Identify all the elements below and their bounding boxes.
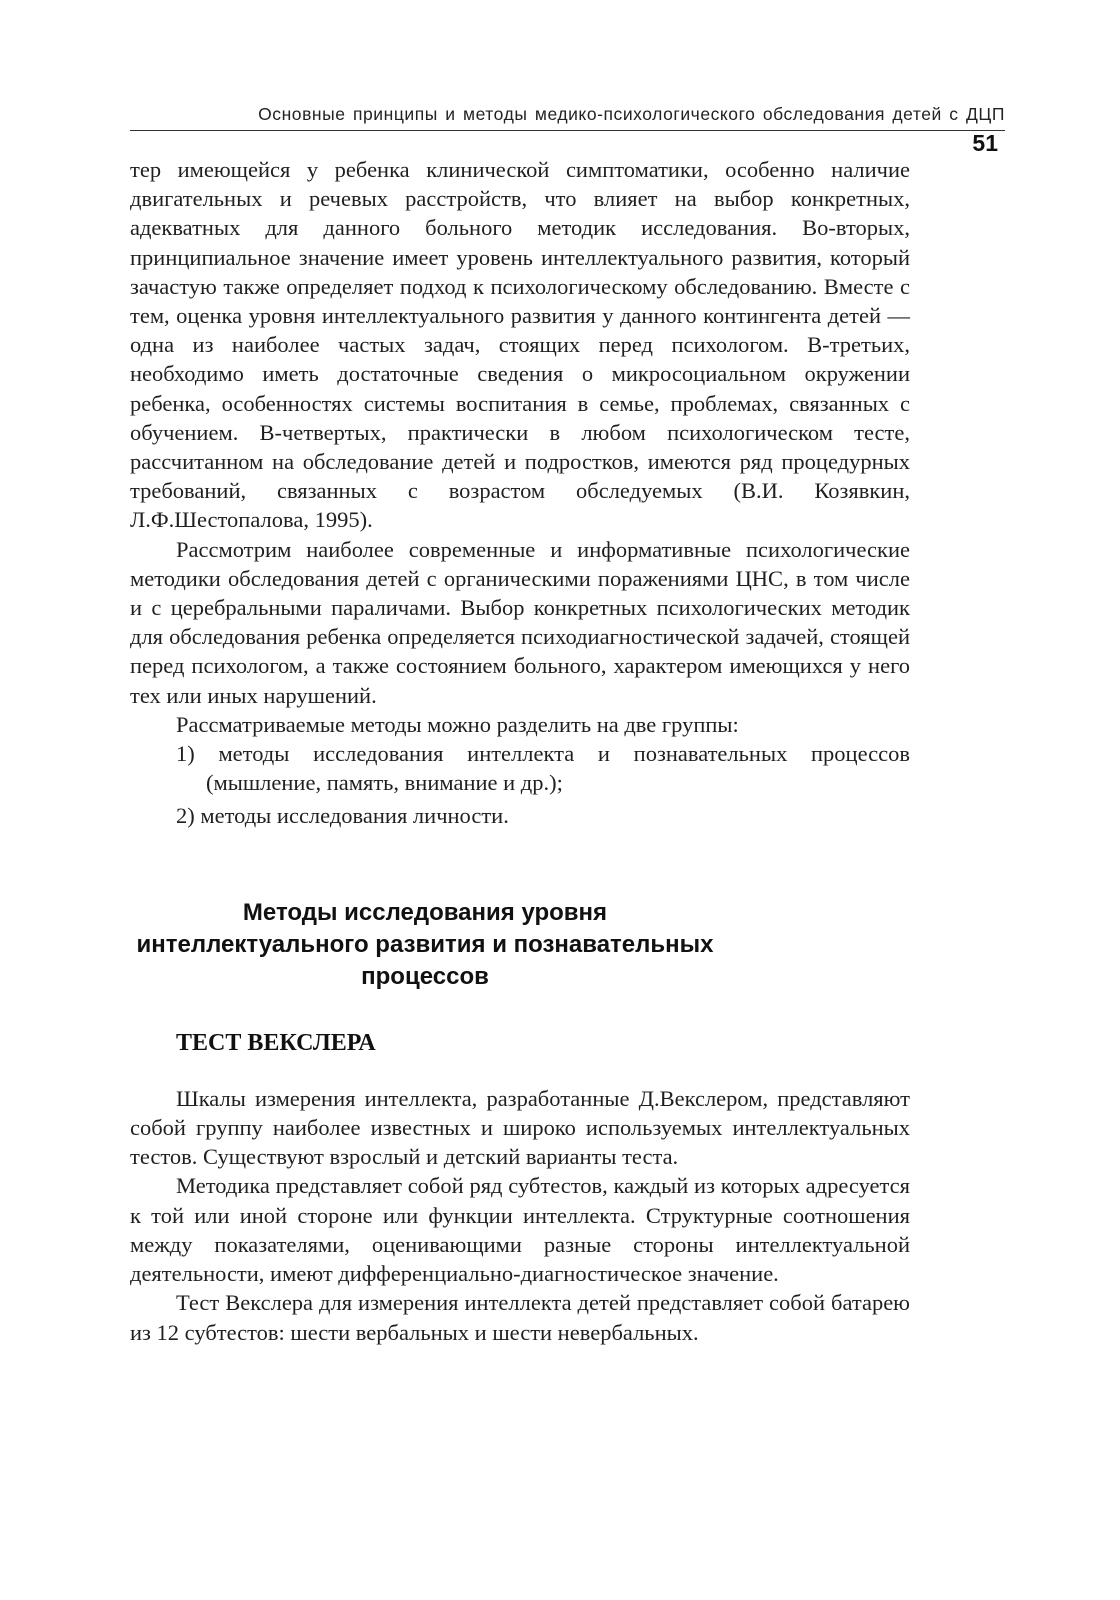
section-title: Методы исследования уровня интеллектуального развития и познавательных процессов [136,898,714,990]
body-paragraph: Рассмотрим наиболее современные и информативные психологические методики обследования детей с органическими поражениями ЦНС, в том числе и с церебральными параличами. Выбор конкретных психологических методик для обследования ребенка определяется психодиагностической задачей, стоящей перед психологом, а также состоянием больного, характером имеющихся у него тех или иных нарушений. [130,536,910,708]
body-paragraph: Рассматриваемые методы можно разделить на две группы: [176,711,739,737]
body-paragraph: Методика представляет собой ряд субтестов, каждый из которых адресуется к той или иной стороне или функции интеллекта. Структурные соотношения между показателями, оценивающими разные стороны интеллектуальной деятельности, имеют дифференциально-диагностическое значение. [130,1173,910,1287]
body-paragraph: Шкалы измерения интеллекта, разработанные Д.Векслером, представляют собой группу наиболее известных и широко используемых интеллектуальных тестов. Существуют взрослый и детский варианты теста. [130,1085,910,1170]
method-groups-list [130,739,910,831]
running-title: Основные принципы и методы медико-психологического обследования детей с ДЦП [258,104,1005,124]
page-body [130,155,910,1347]
running-header [130,104,1005,131]
list-item: 2) методы исследования личности. [176,803,509,829]
list-item: 1) методы исследования интеллекта и познавательных процессов (мышление, память, внимание и др.); [176,741,910,796]
body-paragraph: тер имеющейся у ребенка клинической симптоматики, особенно наличие двигательных и речевых расстройств, что влияет на выбор конкретных, адекватных для данного больного методик исследования. Во-вторых, принципиальное значение имеет уровень интеллектуального развития, который зачастую также определяет подход к психологическому обследованию. Вместе с тем, оценка уровня интеллектуального развития у данного контингента детей — одна из наиболее частых задач, стоящих перед психологом. В-третьих, необходимо иметь достаточные сведения о микросоциальном окружении ребенка, особенностях системы воспитания в семье, проблемах, связанных с обучением. В-четвертых, практически в любом психологическом тесте, рассчитанном на обследование детей и подростков, имеются ряд процедурных требований, связанных с возрастом обследуемых (В.И. Козявкин, Л.Ф.Шестопалова, 1995). [130,157,910,533]
page-number: 51 [972,130,998,156]
body-paragraph: Тест Векслера для измерения интеллекта детей представляет собой батарею из 12 субтестов: шести вербальных и шести невербальных. [130,1290,910,1345]
subheading: ТЕСТ ВЕКСЛЕРА [176,1029,376,1056]
